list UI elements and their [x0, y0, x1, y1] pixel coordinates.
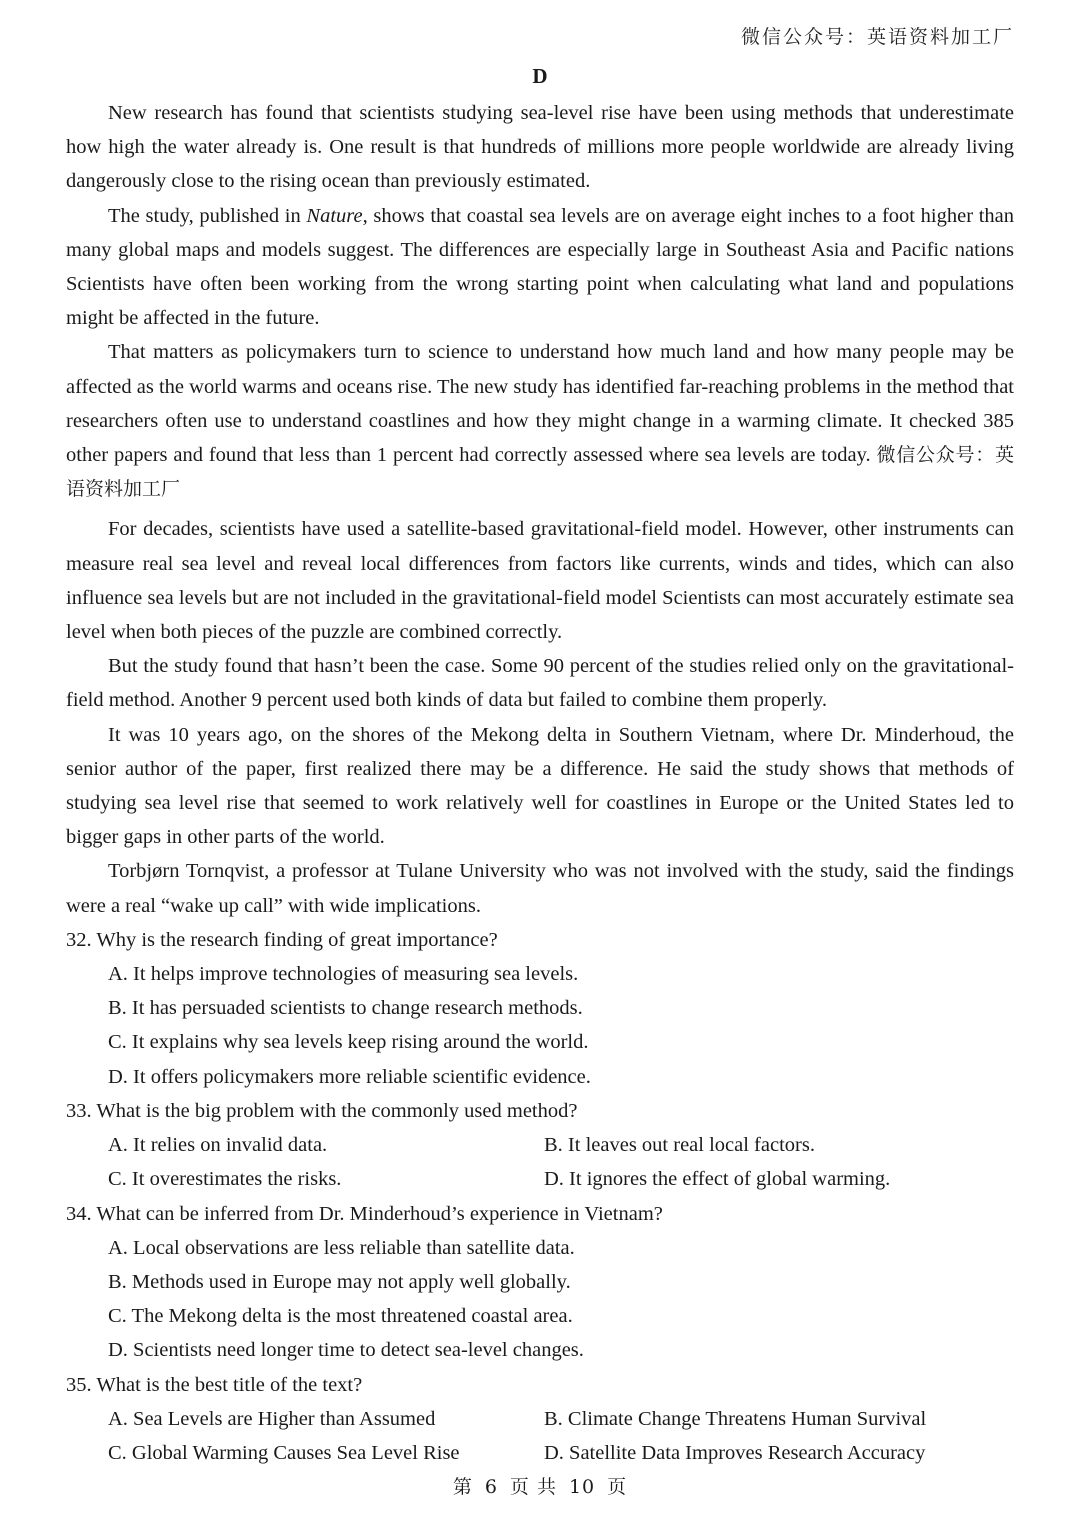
journal-name: Nature: [306, 204, 363, 227]
inline-watermark: 微信公众号：英语资料加工厂: [66, 444, 1014, 501]
passage-paragraph-5: But the study found that hasn’t been the case. Some 90 percent of the studies relied only on the gravitational-field method. Another 9 percent used both kinds of data but failed to combine them properly.: [66, 655, 1014, 712]
question-32-stem: 32. Why is the research finding of great importance?: [66, 928, 498, 951]
question-34-option-b: B. Methods used in Europe may not apply well globally.: [108, 1270, 571, 1293]
question-35-option-b: B. Climate Change Threatens Human Survival: [544, 1407, 927, 1430]
passage-paragraph-2: [66, 199, 1014, 336]
question-35-options-row-2: [66, 1436, 1014, 1470]
paragraph-3-text: That matters as policymakers turn to science to understand how much land and how many people may be affected as the world warms and oceans rise. The new study has identified far-reaching problems in the method that researchers often use to understand coastlines and how they might change in a warming climate. It checked 385 other papers and found that less than 1 percent had correctly assessed where sea levels are today.: [66, 341, 1014, 467]
question-35-stem: 35. What is the best title of the text?: [66, 1373, 363, 1396]
passage-and-questions: [66, 96, 1014, 1470]
question-32-option-b: B. It has persuaded scientists to change research methods.: [108, 997, 583, 1020]
question-33-option-a: A. It relies on invalid data.: [108, 1134, 328, 1157]
question-32-option-c: C. It explains why sea levels keep rising around the world.: [108, 1031, 589, 1054]
passage-paragraph-1: New research has found that scientists studying sea-level rise have been using methods that underestimate how high the water already is. One result is that hundreds of millions more people worldwide are already living dangerously close to the rising ocean than previously estimated.: [66, 102, 1014, 193]
footer-prefix: 第: [452, 1476, 473, 1498]
question-32-option-d: D. It offers policymakers more reliable scientific evidence.: [108, 1065, 591, 1088]
question-34-option-d: D. Scientists need longer time to detect sea-level changes.: [108, 1339, 584, 1362]
question-34-option-a: A. Local observations are less reliable than satellite data.: [108, 1236, 575, 1259]
header-watermark: 微信公众号：英语资料加工厂: [740, 26, 1014, 48]
section-heading: D: [532, 64, 548, 88]
question-33-option-c: C. It overestimates the risks.: [108, 1168, 342, 1191]
page-footer: [0, 1472, 1080, 1499]
passage-paragraph-6: It was 10 years ago, on the shores of the Mekong delta in Southern Vietnam, where Dr. Minderhoud, the senior author of the paper, first realized there may be a difference. He said the study shows that methods of studying sea level rise that seemed to work relatively well for coastlines in Europe or the United States led to bigger gaps in other parts of the world.: [66, 723, 1014, 849]
passage-paragraph-4: For decades, scientists have used a satellite-based gravitational-field model. However, other instruments can measure real sea level and reveal local differences from factors like currents, winds and tides, which can also influence sea levels but are not included in the gravitational-field model Scientists can most accurately estimate sea level when both pieces of the puzzle are combined correctly.: [66, 518, 1014, 644]
footer-suffix: 页: [607, 1476, 628, 1498]
question-34-option-c: C. The Mekong delta is the most threatened coastal area.: [108, 1305, 573, 1328]
question-34-stem: 34. What can be inferred from Dr. Minderhoud’s experience in Vietnam?: [66, 1202, 663, 1225]
paragraph-2-text-end: , shows that coastal sea levels are on average eight inches to a foot higher than many global maps and models suggest. The differences are especially large in Southeast Asia and Pacific nations Scientists have often been working from the wrong starting point when calculating what land and populations might be affected in the future.: [66, 204, 1014, 330]
footer-total-pages: 10: [568, 1476, 596, 1498]
paragraph-2-text-start: The study, published in: [108, 204, 307, 227]
question-35-option-a: A. Sea Levels are Higher than Assumed: [108, 1407, 436, 1430]
question-35-options-row-1: [66, 1402, 1014, 1436]
question-33-option-b: B. It leaves out real local factors.: [544, 1134, 815, 1157]
passage-paragraph-3: [66, 335, 1014, 506]
question-35-option-d: D. Satellite Data Improves Research Accuracy: [544, 1441, 926, 1464]
footer-page-number: 6: [484, 1476, 498, 1498]
question-33-stem: 33. What is the big problem with the commonly used method?: [66, 1099, 578, 1122]
question-32-option-a: A. It helps improve technologies of measuring sea levels.: [108, 963, 579, 986]
question-35-option-c: C. Global Warming Causes Sea Level Rise: [108, 1441, 460, 1464]
footer-mid: 页 共: [509, 1476, 557, 1498]
question-33-options-row-1: [66, 1128, 1014, 1162]
passage-paragraph-7: Torbjørn Tornqvist, a professor at Tulane University who was not involved with the study, said the findings were a real “wake up call” with wide implications.: [66, 860, 1014, 917]
question-33-option-d: D. It ignores the effect of global warming.: [544, 1168, 891, 1191]
question-33-options-row-2: [66, 1162, 1014, 1196]
